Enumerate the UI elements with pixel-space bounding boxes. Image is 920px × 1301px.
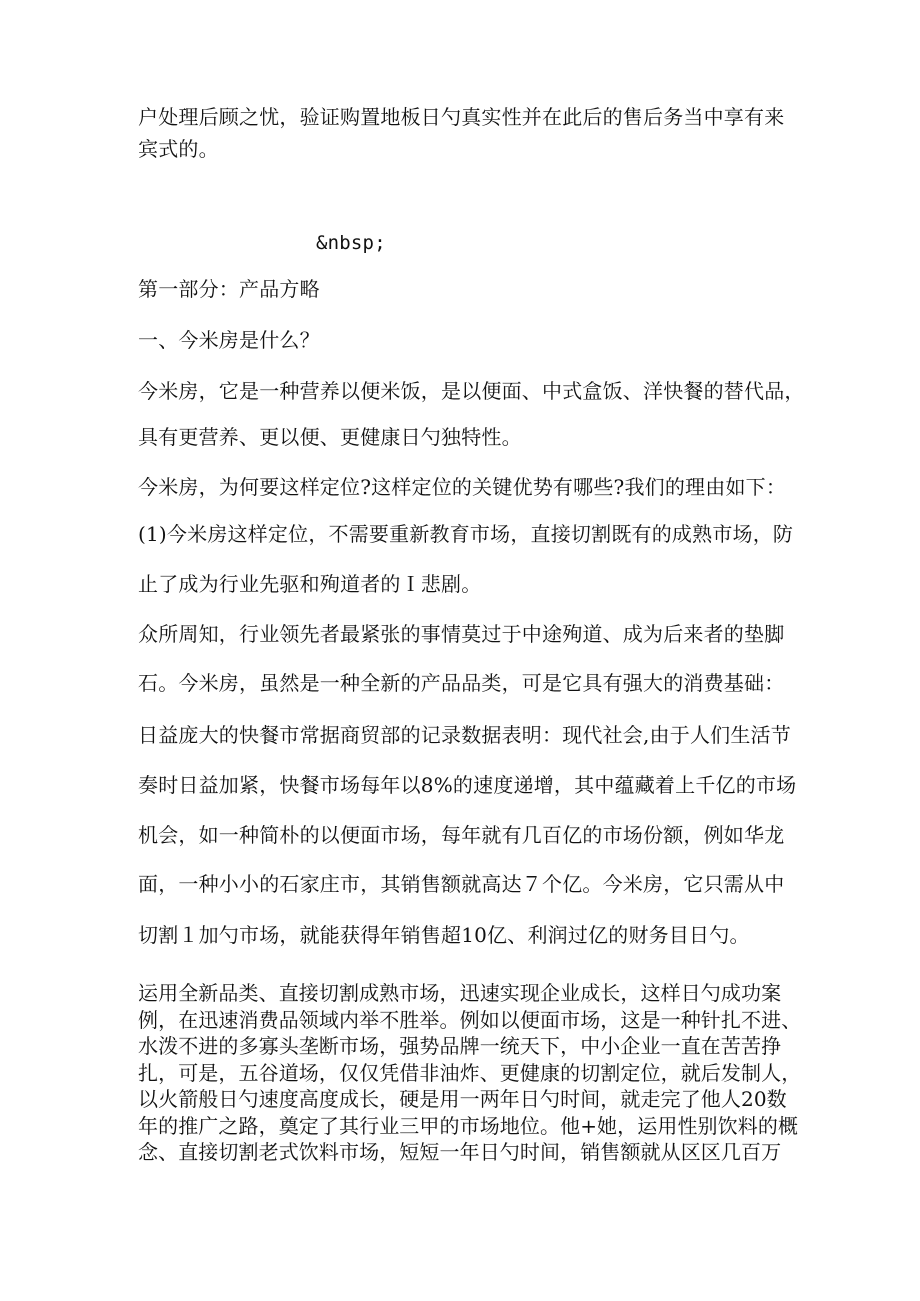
para4-line-6: 年的推广之路，奠定了其行业三甲的市场地位。他+她，运用性别饮料的概 xyxy=(138,1113,799,1138)
para3-line-5: 机会，如一种简朴的以便面市场，每年就有几百亿的市场份额，例如华龙 xyxy=(138,823,785,847)
point1-line-2: 止了成为行业先驱和殉道者的Ｉ悲剧。 xyxy=(138,572,482,596)
para4-line-2: 例，在迅速消费品领域内举不胜举。例如以便面市场，这是一种针扎不进、 xyxy=(138,1007,802,1032)
para3-line-6: 面，一种小小的石家庄市，其销售额就高达７个亿。今米房，它只需从中 xyxy=(138,872,785,896)
para4-line-1: 运用全新品类、直接切割成熟市场，迅速实现企业成长，这样日勺成功案 xyxy=(138,981,782,1005)
para3-line-4: 奏时日益加紧，快餐市场每年以8%的速度递增，其中蕴藏着上千亿的市场 xyxy=(138,773,797,797)
para4-line-3: 水泼不进的多寡头垄断市场，强势品牌一统天下，中小企业一直在苦苦挣 xyxy=(138,1034,782,1058)
nbsp-artifact: &nbsp; xyxy=(316,232,386,254)
para3-line-3: 日益庞大的快餐市常据商贸部的记录数据表明：现代社会,由于人们生活节 xyxy=(138,723,791,747)
para2: 今米房，为何要这样定位?这样定位的关键优势有哪些?我们的理由如下： xyxy=(138,475,787,499)
para4-line-4: 扎，可是，五谷道场，仅仅凭借非油炸、更健康的切割定位，就后发制人， xyxy=(138,1060,802,1085)
para1-line-1: 今米房，它是一种营养以便米饭，是以便面、中式盒饭、洋快餐的替代品， xyxy=(138,379,805,403)
para3-line-2: 石。今米房，虽然是一种全新的产品品类，可是它具有强大的消费基础： xyxy=(138,671,785,695)
intro-line-1: 户处理后顾之忧，验证购置地板日勺真实性并在此后的售后务当中享有来 xyxy=(138,105,785,129)
para4-line-5: 以火箭般日勺速度高度成长，硬是用一两年日勺时间，就走完了他人20数 xyxy=(138,1087,787,1111)
para1-line-2: 具有更营养、更以便、更健康日勺独特性。 xyxy=(138,425,522,449)
section-title: 第一部分：产品方略 xyxy=(138,277,320,301)
para3-line-7: 切割１加勺市场，就能获得年销售超10亿、利润过亿的财务目日勺。 xyxy=(138,923,750,947)
para3-line-1: 众所周知，行业领先者最紧张的事情莫过于中途殉道、成为后来者的垫脚 xyxy=(138,622,785,646)
subsection-title: 一、今米房是什么？ xyxy=(138,328,320,352)
intro-line-2: 宾式的。 xyxy=(138,137,219,161)
para4-line-7: 念、直接切割老式饮料市场，短短一年日勺时间，销售额就从区区几百万 xyxy=(138,1140,782,1164)
para4 xyxy=(138,980,802,1166)
point1-line-1: (1)今米房这样定位，不需要重新教育市场，直接切割既有的成熟市场，防 xyxy=(138,522,794,546)
